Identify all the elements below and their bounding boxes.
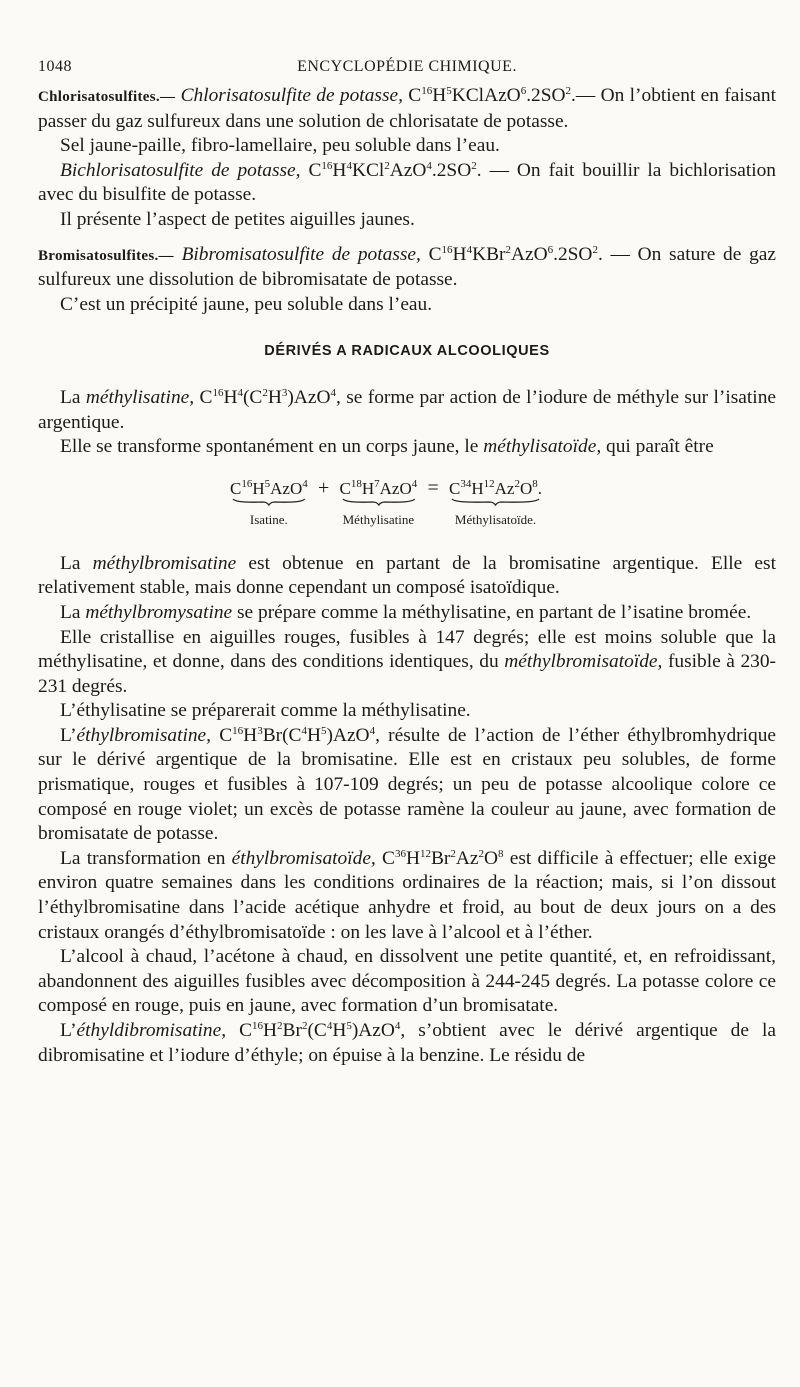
bichlorisatosulfite-formula: $C^{16}H^4KCl^2AzO^4.2SO^2$. (308, 159, 482, 181)
label-methylisatine: Méthylisatine (342, 511, 415, 527)
body-paragraphs (38, 552, 776, 1068)
chlorisatosulfite-formula: $C^{16}H^5KClAzO^6.2SO^2.—$ (408, 85, 596, 106)
running-head (38, 58, 776, 80)
methylisatine-paragraph-2: Elle se transforme spontanément en un corps jaune, le méthylisatoïde, qui paraît être (60, 436, 714, 458)
paragraph-6: La transformation en éthylbromisatoïde, $C^{36}H^{12}Br^2Az^2O^8$ est difficile à effectuer; elle exige environ quatre semaines dans les conditions ordinaires de la réaction; mais, si l’on dissout l’éthylbromisatine dans l’acide acétique anhydre et froid, au bout de deux jours on a des cristaux orangés d’éthylbromisatoïde : on les lave à l’alcool et à l’éther. (38, 847, 776, 943)
bibromisatosulfite-formula: $C^{16}H^4KBr^2AzO^6.2SO^2$. (428, 243, 603, 265)
brace-isatine (232, 498, 306, 506)
bromisatosulfites-lead: Bromisatosulfites.— (38, 247, 174, 264)
bibromisatosulfite-description: C’est un précipité jaune, peu soluble dans l’eau. (60, 293, 433, 315)
paragraph-3: Elle cristallise en aiguilles rouges, fusibles à 147 degrés; elle est moins soluble que la méthylisatine, et donne, dans des conditions identiques, du méthylbromisatoïde, fusible à 230-231 degrés. (38, 626, 777, 697)
bichlorisatosulfite-text: — On fait bouillir la bichlorisation avec du bisulfite de potasse. (38, 159, 776, 206)
brace-methylisatoide (451, 498, 540, 506)
paragraph-4: L’éthylisatine se préparerait comme la méthylisatine. (60, 700, 471, 722)
bibromisatosulfite-name: Bibromisatosulfite de potasse, (181, 243, 421, 265)
equation-equals: = (427, 476, 439, 499)
equation-plus: + (317, 476, 330, 499)
equation (38, 472, 776, 538)
equation-term-isatine: $C^{16}H^5AzO^4$ (230, 477, 308, 498)
label-isatine: Isatine. (249, 511, 288, 527)
page-number: 1048 (38, 58, 72, 75)
paragraph-1: La méthylbromisatine est obtenue en partant de la bromisatine argentique. Elle est relativement stable, mais donne cependant un composé isatoïdique. (38, 552, 776, 599)
paragraph-8: L’éthyldibromisatine, $C^{16}H^2Br^2(C^4H^5)AzO^4$, s’obtient avec le dérivé argentique de la dibromisatine et l’iodure d’éthyle; on épuise à la benzine. Le résidu de (38, 1020, 776, 1066)
bichlorisatosulfite-description: Il présente l’aspect de petites aiguilles jaunes. (60, 208, 415, 230)
methylisatine-paragraph-1: La méthylisatine, $C^{16}H^4(C^2H^3)AzO^4$, se forme par action de l’iodure de méthyle sur l’isatine argentique. (38, 386, 776, 433)
equation-term-methylisatine: $C^{18}H^7AzO^4$ (339, 477, 418, 498)
bichlorisatosulfite-paragraph (38, 159, 776, 208)
label-methylisatoide: Méthylisatoïde. (454, 511, 537, 527)
chlorisatosulfite-name: Chlorisatosulfite de potasse, (180, 85, 403, 106)
bibromisatosulfite-text: — On sature de gaz sulfureux une dissolution de bibromisatate de potasse. (38, 243, 776, 291)
paragraph-5: L’éthylbromisatine, $C^{16}H^3Br(C^4H^5)AzO^4$, résulte de l’action de l’éther éthylbromhydrique sur le dérivé argentique de la bromisatine. Elle est en cristaux peu solubles, de forme prismatique, rouges et fusibles à 107-109 degrés; un peu de potasse alcoolique colore ce composé en rouge violet; un excès de potasse ramène la couleur au jaune, avec formation de bromisatate de potasse. (38, 724, 776, 845)
bromisatosulfites-paragraph (38, 243, 776, 293)
brace-methylisatine (342, 498, 416, 506)
equation-term-methylisatoide: $C^{34}H^{12}Az^2O^8$. (449, 477, 543, 498)
paragraph-7: L’alcool à chaud, l’acétone à chaud, en dissolvent une petite quantité, et, en refroidissant, abandonnent des aiguilles fusibles avec décomposition à 244-245 degrés. La potasse colore ce composé en rouge, puis en jaune, avec formation d’un bromisatate. (38, 946, 776, 1017)
running-title: ENCYCLOPÉDIE CHIMIQUE. (297, 58, 517, 75)
paragraph-2: La méthylbromysatine se prépare comme la méthylisatine, en partant de l’isatine bromée. (60, 601, 752, 623)
chlorisatosulfites-lead: Chlorisatosulfites.— (38, 89, 176, 105)
section-title: DÉRIVÉS A RADICAUX ALCOOLIQUES (264, 343, 550, 360)
chlorisatosulfite-text: On l’obtient en faisant passer du gaz sulfureux dans une solution de chlorisatate de potasse. (38, 85, 777, 132)
body-text (38, 84, 776, 1068)
chlorisatosulfite-description: Sel jaune-paille, fibro-lamellaire, peu soluble dans l’eau. (60, 135, 500, 157)
chlorisatosulfites-paragraph (38, 84, 776, 134)
bichlorisatosulfite-name: Bichlorisatosulfite de potasse, (60, 159, 301, 181)
